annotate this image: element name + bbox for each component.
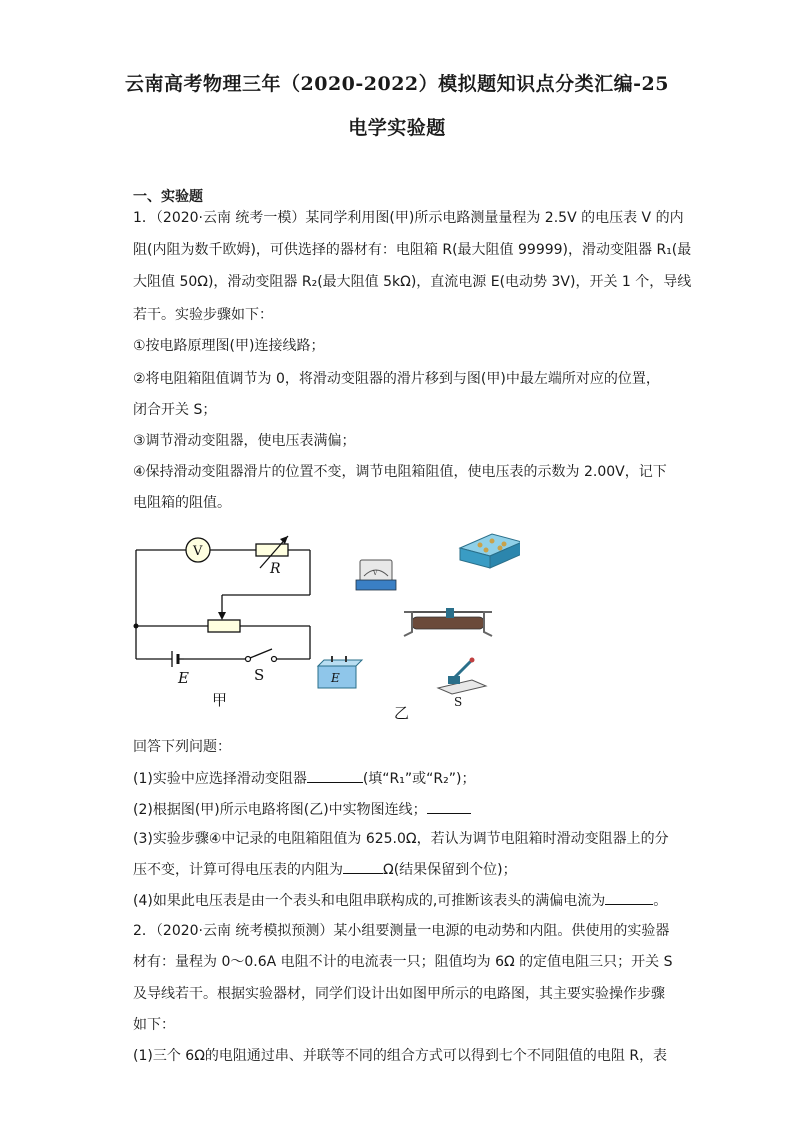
svg-text:V: V: [373, 570, 378, 577]
answer-blank[interactable]: [427, 799, 471, 814]
switch-photo: [438, 658, 486, 710]
q2-line: (1)三个 6Ω的电阻通过串、并联等不同的组合方式可以得到七个不同阻值的电阻 R，表: [133, 1048, 668, 1064]
section-heading: 一、实验题: [133, 189, 203, 205]
q2-line: 及导线若干。根据实验器材，同学们设计出如图甲所示的电路图，其主要实验操作步骤: [133, 986, 665, 1002]
q1-step: ③调节滑动变阻器，使电压表满偏；: [133, 433, 356, 449]
sub-question-3: (3)实验步骤④中记录的电阻箱阻值为 625.0Ω，若认为调节电阻箱时滑动变阻器上的分: [133, 831, 669, 847]
sub-question-1: (1)实验中应选择滑动变阻器 (填“R₁”或“R₂”)；: [133, 768, 673, 789]
q1-step: ②将电阻箱阻值调节为 0，将滑动变阻器的滑片移到与图(甲)中最左端所对应的位置，: [133, 371, 660, 387]
sub-question-2: (2)根据图(甲)所示电路将图(乙)中实物图连线；: [133, 799, 673, 820]
resistance-box-photo: [460, 534, 520, 568]
switch-photo-label: S: [454, 695, 463, 709]
q1-line: 若干。实验步骤如下：: [133, 307, 273, 323]
rheostat-symbol: [208, 620, 240, 632]
q1-line: 阻(内阻为数千欧姆)，可供选择的器材有：电阻箱 R(最大阻值 99999)，滑动变阻器 R₁(最: [133, 242, 692, 258]
answer-intro: 回答下列问题：: [133, 739, 231, 755]
q1-step: 闭合开关 S；: [133, 402, 217, 418]
rheostat-photo: [404, 608, 492, 636]
q1-step: ④保持滑动变阻器滑片的位置不变，调节电阻箱阻值，使电压表的示数为 2.00V，记下: [133, 464, 667, 480]
voltmeter-label: V: [193, 544, 203, 559]
q2-line: 如下：: [133, 1017, 175, 1033]
answer-blank[interactable]: [307, 768, 363, 783]
q1-line: 1．（2020·云南 统考一模）某同学利用图(甲)所示电路测量量程为 2.5V 的电压表 V 的内: [133, 210, 684, 226]
circuit-figure: [120, 520, 520, 730]
voltmeter-photo: [356, 560, 396, 590]
q1-line: 大阻值 50Ω)，滑动变阻器 R₂(最大阻值 5kΩ)，直流电源 E(电动势 3V)，开关 1 个，导线: [133, 274, 692, 290]
battery-photo: [318, 656, 362, 688]
q2-line: 2．（2020·云南 统考模拟预测）某小组要测量一电源的电动势和内阻。供使用的实验器: [133, 923, 670, 939]
R-label: R: [270, 561, 281, 577]
q2-line: 材有：量程为 0～0.6A 电阻不计的电流表一只；阻值均为 6Ω 的定值电阻三只；开关 S: [133, 954, 673, 970]
sub-question-3-cont: 压不变，计算可得电压表的内阻为 Ω(结果保留到个位)；: [133, 859, 673, 880]
q1-step: 电阻箱的阻值。: [133, 495, 231, 511]
battery-photo-label: E: [331, 671, 340, 685]
S-label: S: [254, 666, 265, 684]
sub-question-4: (4)如果此电压表是由一个表头和电阻串联构成的,可推断该表头的满偏电流为 。: [133, 890, 673, 911]
figure-jia-label: 甲: [212, 691, 228, 709]
doc-title-line1: 云南高考物理三年（2020-2022）模拟题知识点分类汇编-25: [125, 73, 669, 95]
junction-dot: [134, 624, 139, 629]
doc-title-line2: 电学实验题: [348, 117, 446, 139]
figure-yi-label: 乙: [394, 704, 410, 722]
q1-step: ①按电路原理图(甲)连接线路；: [133, 338, 325, 354]
answer-blank[interactable]: [605, 890, 653, 905]
E-label: E: [178, 669, 189, 687]
answer-blank[interactable]: [343, 859, 383, 874]
